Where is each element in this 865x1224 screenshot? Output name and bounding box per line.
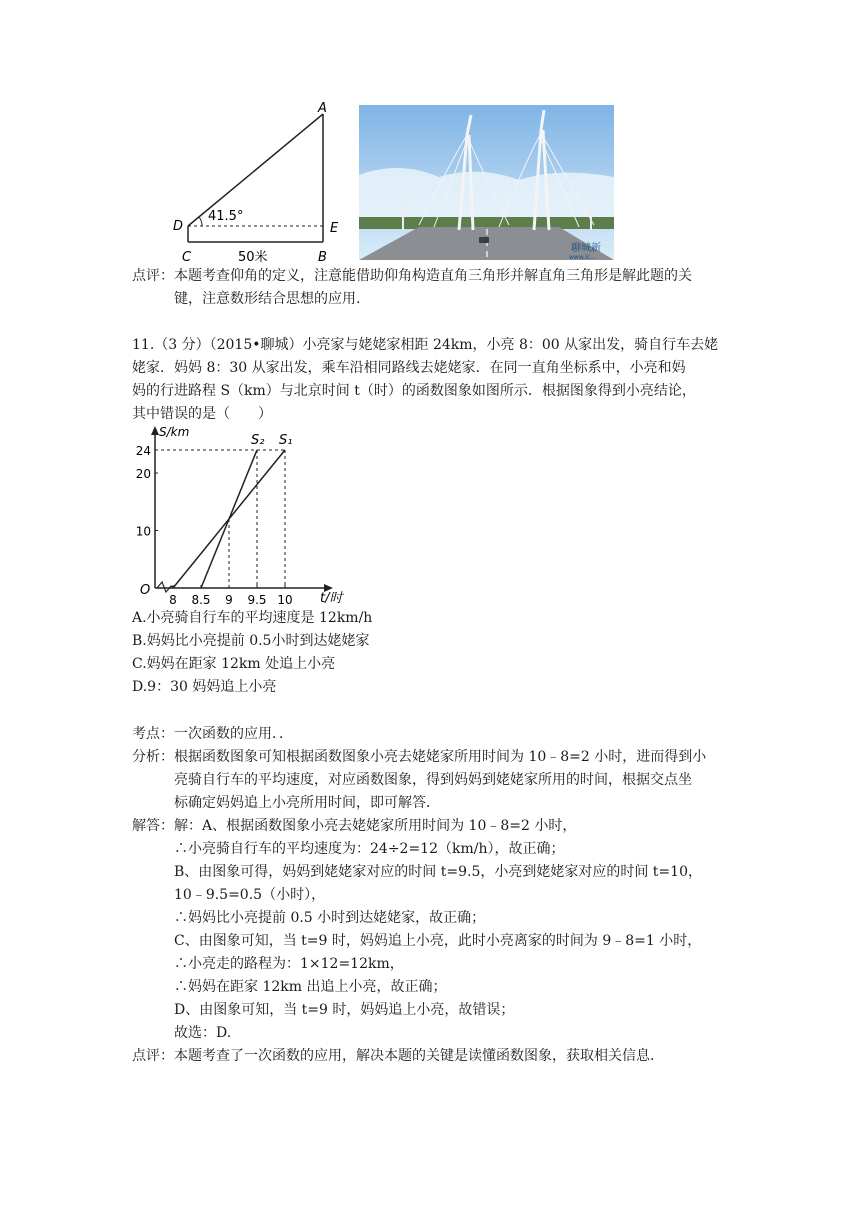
comment2-text: 本题考查了一次函数的应用，解决本题的关键是读懂函数图象，获取相关信息． xyxy=(174,1048,664,1064)
series-label-2: S₂ xyxy=(251,433,265,448)
base-label: 50米 xyxy=(238,250,268,264)
q11-line3: 妈的行进路程 S（km）与北京时间 t（时）的函数图象如图所示．根据图象得到小亮结论， xyxy=(132,383,696,399)
option-a: A.小亮骑自行车的平均速度是 12km/h xyxy=(132,610,373,626)
jieda-label: 解答： xyxy=(132,818,174,834)
jieda-line6: C、由图象可知，当 t=9 时，妈妈追上小亮，此时小亮离家的时间为 9﹣8=1 小时， xyxy=(174,933,702,949)
q11-line4: 其中错误的是（ ） xyxy=(132,406,272,422)
fenxi-text1: 根据函数图象可知根据函数图象小亮去姥姥家所用时间为 10﹣8=2 小时，进而得到小 xyxy=(174,749,707,765)
photo-watermark: 聊城新 xyxy=(571,243,601,254)
jieda-line2: ∴小亮骑自行车的平均速度为：24÷2=12（km/h），故正确； xyxy=(174,841,565,857)
x-tick-label-4: 9.5 xyxy=(247,593,267,607)
photo-car xyxy=(479,237,489,243)
x-tick-label-2: 8.5 xyxy=(191,593,211,607)
x-tick-label-5: 10 xyxy=(277,593,293,607)
q11-line1: 11.（3 分）（2015•聊城）小亮家与姥姥家相距 24km，小亮 8：00 从家出发，骑自行车去姥 xyxy=(132,337,719,353)
origin-label: O xyxy=(140,583,151,598)
triangle-figure xyxy=(168,102,358,264)
option-d: D.9：30 妈妈追上小亮 xyxy=(132,679,277,695)
comment1-line2: 键，注意数形结合思想的应用. xyxy=(174,291,361,307)
jieda-line9: D、由图象可知，当 t=9 时，妈妈追上小亮，故错误； xyxy=(174,1002,515,1018)
axis-break xyxy=(157,582,174,592)
comment1-line1 xyxy=(132,266,692,286)
y-tick-label-2: 20 xyxy=(135,467,151,481)
photo-clouds xyxy=(359,168,614,225)
kaodian-line xyxy=(132,724,293,744)
q11-line2: 姥家．妈妈 8：30 从家出发，乘车沿相同路线去姥姥家．在同一直角坐标系中，小亮和妈 xyxy=(132,360,686,376)
photo-watermark-url: www.lc... xyxy=(569,254,596,260)
jieda-line7: ∴小亮走的路程为：1×12=12km， xyxy=(174,956,404,972)
jieda-text1: 解：A、根据函数图象小亮去姥姥家所用时间为 10﹣8=2 小时， xyxy=(174,818,577,834)
label-a: A xyxy=(318,102,327,116)
jieda-line4: 10﹣9.5=0.5（小时）， xyxy=(174,887,326,903)
y-axis-label: S/km xyxy=(159,425,190,439)
jieda-line5: ∴妈妈比小亮提前 0.5 小时到达姥姥家，故正确； xyxy=(174,910,486,926)
y-tick-label-1: 10 xyxy=(135,524,151,539)
fenxi-line3: 标确定妈妈追上小亮所用时间，即可解答． xyxy=(174,795,440,811)
x-axis-label: t/时 xyxy=(320,591,343,606)
fenxi-line2: 亮骑自行车的平均速度，对应函数图象，得到妈妈到姥姥家所用的时间，根据交点坐 xyxy=(174,772,692,788)
function-graph xyxy=(130,422,360,608)
comment2-line xyxy=(132,1046,664,1066)
label-e: E xyxy=(330,221,339,236)
jieda-line10: 故选：D. xyxy=(174,1025,232,1041)
y-axis-arrow xyxy=(151,426,159,435)
comment2-label: 点评： xyxy=(132,1048,174,1064)
label-d: D xyxy=(173,219,184,234)
angle-arc xyxy=(199,217,202,226)
series-label-1: S₁ xyxy=(279,433,293,448)
x-tick-label-3: 9 xyxy=(225,593,233,607)
comment1-label: 点评： xyxy=(132,268,174,284)
fenxi-line1 xyxy=(132,747,706,767)
angle-label: 41.5° xyxy=(208,209,244,224)
bridge-photo xyxy=(359,105,614,260)
fenxi-label: 分析： xyxy=(132,749,174,765)
y-tick-label-3: 24 xyxy=(135,444,151,458)
kaodian-text: 一次函数的应用．． xyxy=(174,726,293,742)
option-c: C.妈妈在距家 12km 处追上小亮 xyxy=(132,656,336,672)
kaodian-label: 考点： xyxy=(132,726,174,742)
label-c: C xyxy=(182,250,192,264)
jieda-line3: B、由图象可得，妈妈到姥姥家对应的时间 t=9.5，小亮到姥姥家对应的时间 t=10， xyxy=(174,864,702,880)
jieda-line1 xyxy=(132,816,576,836)
option-b: B.妈妈比小亮提前 0.5小时到达姥姥家 xyxy=(132,633,370,649)
jieda-line8: ∴妈妈在距家 12km 出追上小亮，故正确； xyxy=(174,979,447,995)
x-tick-label-1: 8 xyxy=(169,593,177,607)
comment1-text1: 本题考查仰角的定义，注意能借助仰角构造直角三角形并解直角三角形是解此题的关 xyxy=(174,268,692,284)
label-b: B xyxy=(318,250,327,264)
